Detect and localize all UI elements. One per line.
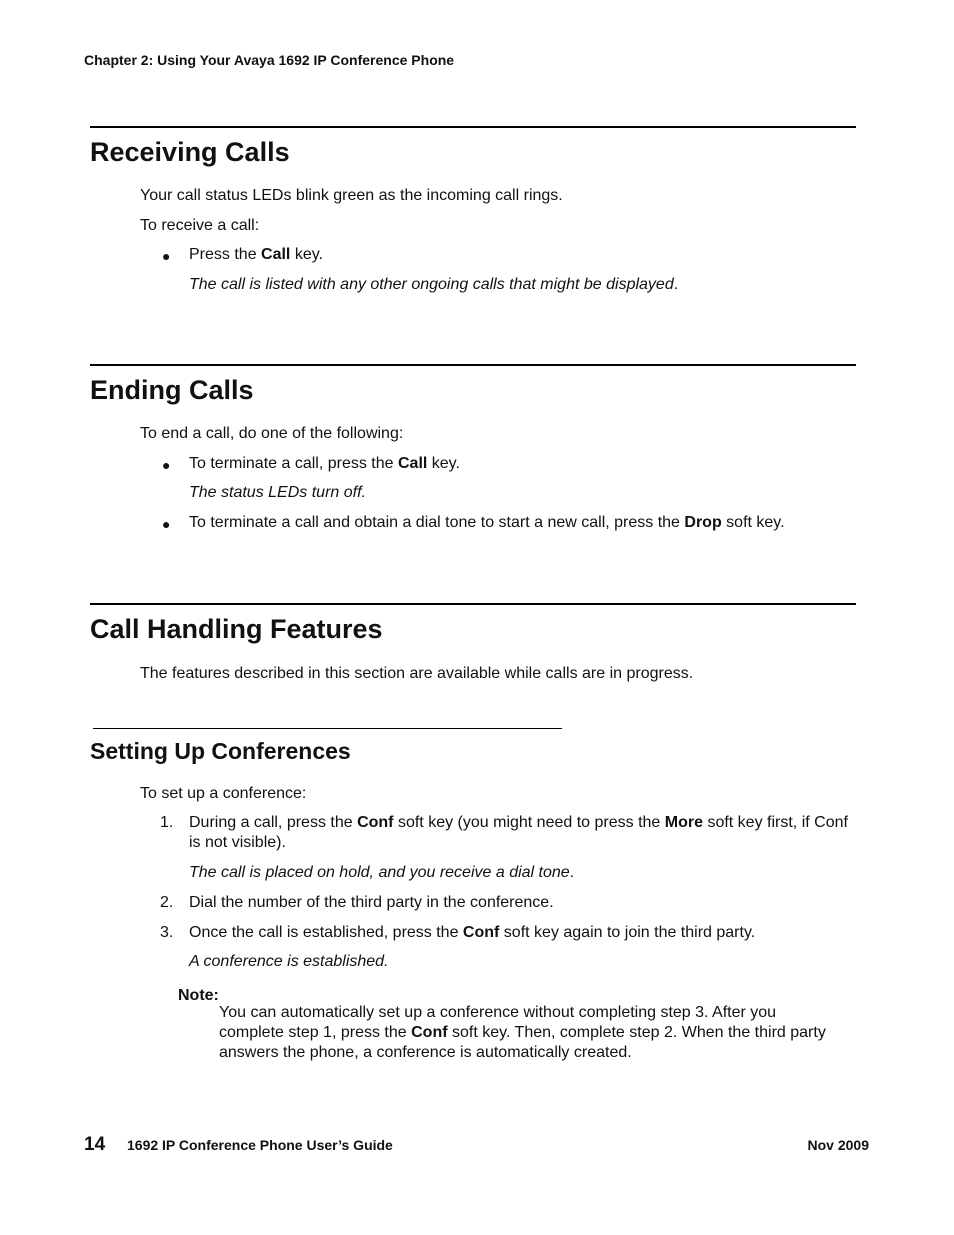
step-number: 1.	[160, 814, 174, 831]
list-item: To terminate a call, press the Call key.	[189, 455, 460, 472]
section-rule	[90, 126, 856, 128]
result-text: A conference is established.	[189, 953, 389, 970]
guide-title: 1692 IP Conference Phone User’s Guide	[127, 1137, 393, 1153]
paragraph: To end a call, do one of the following:	[140, 425, 404, 442]
note-body: You can automatically set up a conference without completing step 3. After you complete step 1, press the Conf soft key. Then, complete step 2. When the third party answers the phone, a conference is automatically created.	[219, 1004, 826, 1061]
list-item: Press the Call key.	[189, 246, 323, 263]
result-text: The call is listed with any other ongoing calls that might be displayed.	[189, 276, 679, 293]
result-text: The call is placed on hold, and you receive a dial tone.	[189, 864, 575, 881]
subsection-title-conferences: Setting Up Conferences	[90, 738, 351, 764]
note-label: Note:	[178, 987, 219, 1004]
step-number: 2.	[160, 894, 174, 911]
section-title-receiving: Receiving Calls	[90, 137, 290, 167]
step-text: During a call, press the Conf soft key (you might need to press the More soft key first, if Conf is not visible).	[189, 814, 848, 851]
section-rule	[90, 364, 856, 366]
section-rule	[90, 603, 856, 605]
list-item: To terminate a call and obtain a dial tone to start a new call, press the Drop soft key.	[189, 514, 785, 531]
footer-date: Nov 2009	[807, 1137, 869, 1153]
bullet-icon: ●	[162, 516, 171, 532]
step-number: 3.	[160, 924, 174, 941]
bullet-icon: ●	[162, 248, 171, 264]
chapter-header: Chapter 2: Using Your Avaya 1692 IP Conference Phone	[84, 52, 455, 68]
page-number: 14	[84, 1134, 106, 1155]
paragraph: The features described in this section are available while calls are in progress.	[140, 665, 694, 682]
section-title-ending: Ending Calls	[90, 375, 254, 405]
step-text: Once the call is established, press the Conf soft key again to join the third party.	[189, 924, 756, 941]
step-text: Dial the number of the third party in the conference.	[189, 894, 554, 911]
paragraph: Your call status LEDs blink green as the incoming call rings.	[140, 187, 563, 204]
result-text: The status LEDs turn off.	[189, 484, 366, 501]
section-title-features: Call Handling Features	[90, 614, 383, 644]
paragraph: To set up a conference:	[140, 785, 307, 802]
bullet-icon: ●	[162, 457, 171, 473]
subsection-rule	[93, 728, 562, 729]
paragraph: To receive a call:	[140, 217, 260, 234]
